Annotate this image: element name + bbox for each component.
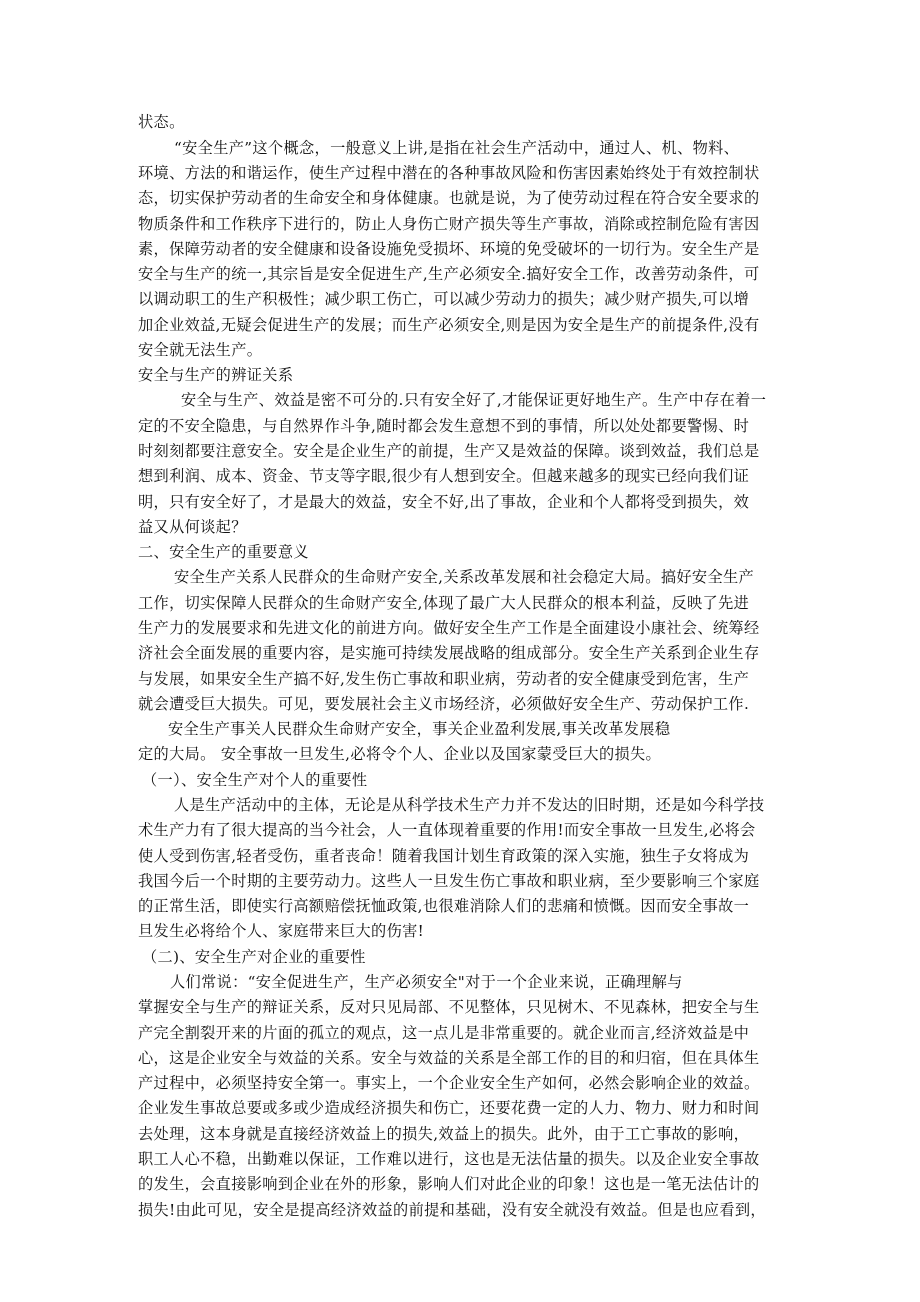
section-heading: 二、安全生产的重要意义	[138, 543, 309, 561]
text-line: 态，切实保护劳动者的生命安全和身体健康。也就是说，为了使劳动过程在符合安全要求的	[138, 189, 760, 207]
text-line: 去处理，这本身就是直接经济效益上的损失,效益上的损失。此外，由于工亡事故的影响，	[138, 1125, 750, 1143]
text-line: 掌握安全与生产的辩证关系，反对只见局部、不见整体，只见树木、不见森林，把安全与生	[138, 998, 760, 1016]
section-heading: （二)、安全生产对企业的重要性	[142, 948, 366, 966]
text-line: 心，这是企业安全与效益的关系。安全与效益的关系是全部工作的目的和归宿，但在具体生	[138, 1049, 760, 1067]
text-line: 定的大局。 安全事故一旦发生,必将令个人、企业以及国家蒙受巨大的损失。	[138, 745, 662, 763]
text-line: 术生产力有了很大提高的当今社会，人一直体现着重要的作用!而安全事故一旦发生,必将会	[138, 821, 756, 839]
text-line: 就会遭受巨大损失。可见，要发展社会主义市场经济，必须做好安全生产、劳动保护工作.	[138, 695, 750, 713]
paragraph-first-line: 人是生产活动中的主体，无论是从科学技术生产力并不发达的旧时期，还是如今科学技	[174, 796, 765, 814]
text-line: 想到利润、成本、资金、节支等字眼,很少有人想到安全。但越来越多的现实已经向我们证	[138, 467, 750, 485]
text-line: 产完全割裂开来的片面的孤立的观点，这一点儿是非常重要的。就企业而言,经济效益是中	[138, 1024, 750, 1042]
text-line: 安全就无法生产。	[138, 341, 263, 359]
text-line: 加企业效益,无疑会促进生产的发展；而生产必须安全,则是因为安全是生产的前提条件,没有	[138, 316, 760, 334]
text-line: 安全与生产的统一,其宗旨是安全促进生产,生产必须安全.搞好安全工作，改善劳动条件，可	[138, 265, 760, 283]
section-heading: （一）、安全生产对个人的重要性	[142, 771, 368, 789]
text-line: 的发生，会直接影响到企业在外的形象，影响人们对此企业的印象！这也是一笔无法估计的	[138, 1175, 760, 1193]
text-line: 物质条件和工作秩序下进行的，防止人身伤亡财产损失等生产事故，消除或控制危险有害因	[138, 215, 760, 233]
text-line: 职工人心不稳，出勤难以保证，工作难以进行，这也是无法估量的损失。以及企业安全事故	[138, 1150, 760, 1168]
paragraph-first-line: 人们常说：“安全促进生产，生产必须安全"对于一个企业来说，正确理解与	[170, 973, 683, 991]
text-line: 使人受到伤害,轻者受伤，重者丧命！随着我国计划生育政策的深入实施，独生子女将成为	[138, 847, 750, 865]
text-line: 时刻刻都要注意安全。安全是企业生产的前提，生产又是效益的保障。谈到效益，我们总是	[138, 442, 760, 460]
text-line: 环境、方法的和谐运作，使生产过程中潜在的各种事故风险和伤害因素始终处于有效控制状	[138, 164, 760, 182]
paragraph-first-line: 安全生产事关人民群众生命财产安全，事关企业盈利发展,事关改革发展稳	[168, 720, 671, 738]
text-line: 素，保障劳动者的安全健康和设备设施免受损坏、环境的免受破坏的一切行为。安全生产是	[138, 240, 760, 258]
text-line: 与发展，如果安全生产搞不好,发生伤亡事故和职业病，劳动者的安全健康受到危害，生产	[138, 670, 750, 688]
paragraph-first-line: 安全生产关系人民群众的生命财产安全,关系改革发展和社会稳定大局。搞好安全生产	[174, 568, 755, 586]
text-line: 生产力的发展要求和先进文化的前进方向。做好安全生产工作是全面建设小康社会、统筹经	[138, 619, 760, 637]
paragraph-first-line: “安全生产”这个概念，一般意义上讲,是指在社会生产活动中，通过人、机、物料、	[174, 139, 740, 157]
text-line: 企业发生事故总要或多或少造成经济损失和伤亡，还要花费一定的人力、物力、财力和时间	[138, 1099, 760, 1117]
section-heading: 安全与生产的辨证关系	[138, 366, 294, 384]
text-line: 定的不安全隐患，与自然界作斗争,随时都会发生意想不到的事情，所以处处都要警惕、时	[138, 417, 750, 435]
text-line: 工作，切实保障人民群众的生命财产安全,体现了最广大人民群众的根本利益，反映了先进	[138, 594, 750, 612]
text-line: 旦发生必将给个人、家庭带来巨大的伤害!	[138, 922, 425, 940]
text-line: 以调动职工的生产积极性；减少职工伤亡，可以减少劳动力的损失；减少财产损失,可以增	[138, 290, 750, 308]
text-line: 我国今后一个时期的主要劳动力。这些人一旦发生伤亡事故和职业病，至少要影响三个家庭	[138, 872, 760, 890]
text-line: 益又从何谈起？	[138, 518, 247, 536]
text-line: 产过程中，必须坚持安全第一。事实上，一个企业安全生产如何，必然会影响企业的效益。	[138, 1074, 760, 1092]
text-line: 状态。	[138, 113, 185, 131]
paragraph-first-line: 安全与生产、效益是密不可分的.只有安全好了,才能保证更好地生产。生产中存在着一	[181, 391, 767, 409]
text-line: 济社会全面发展的重要内容，是实施可持续发展战略的组成部分。安全生产关系到企业生存	[138, 644, 760, 662]
text-line: 的正常生活，即使实行高额赔偿抚恤政策,也很难消除人们的悲痛和愤慨。因而安全事故一	[138, 897, 750, 915]
text-line: 明，只有安全好了，才是最大的效益，安全不好,出了事故，企业和个人都将受到损失，效	[138, 493, 750, 511]
text-line: 损失!由此可见，安全是提高经济效益的前提和基础，没有安全就没有效益。但是也应看到，	[138, 1201, 766, 1219]
